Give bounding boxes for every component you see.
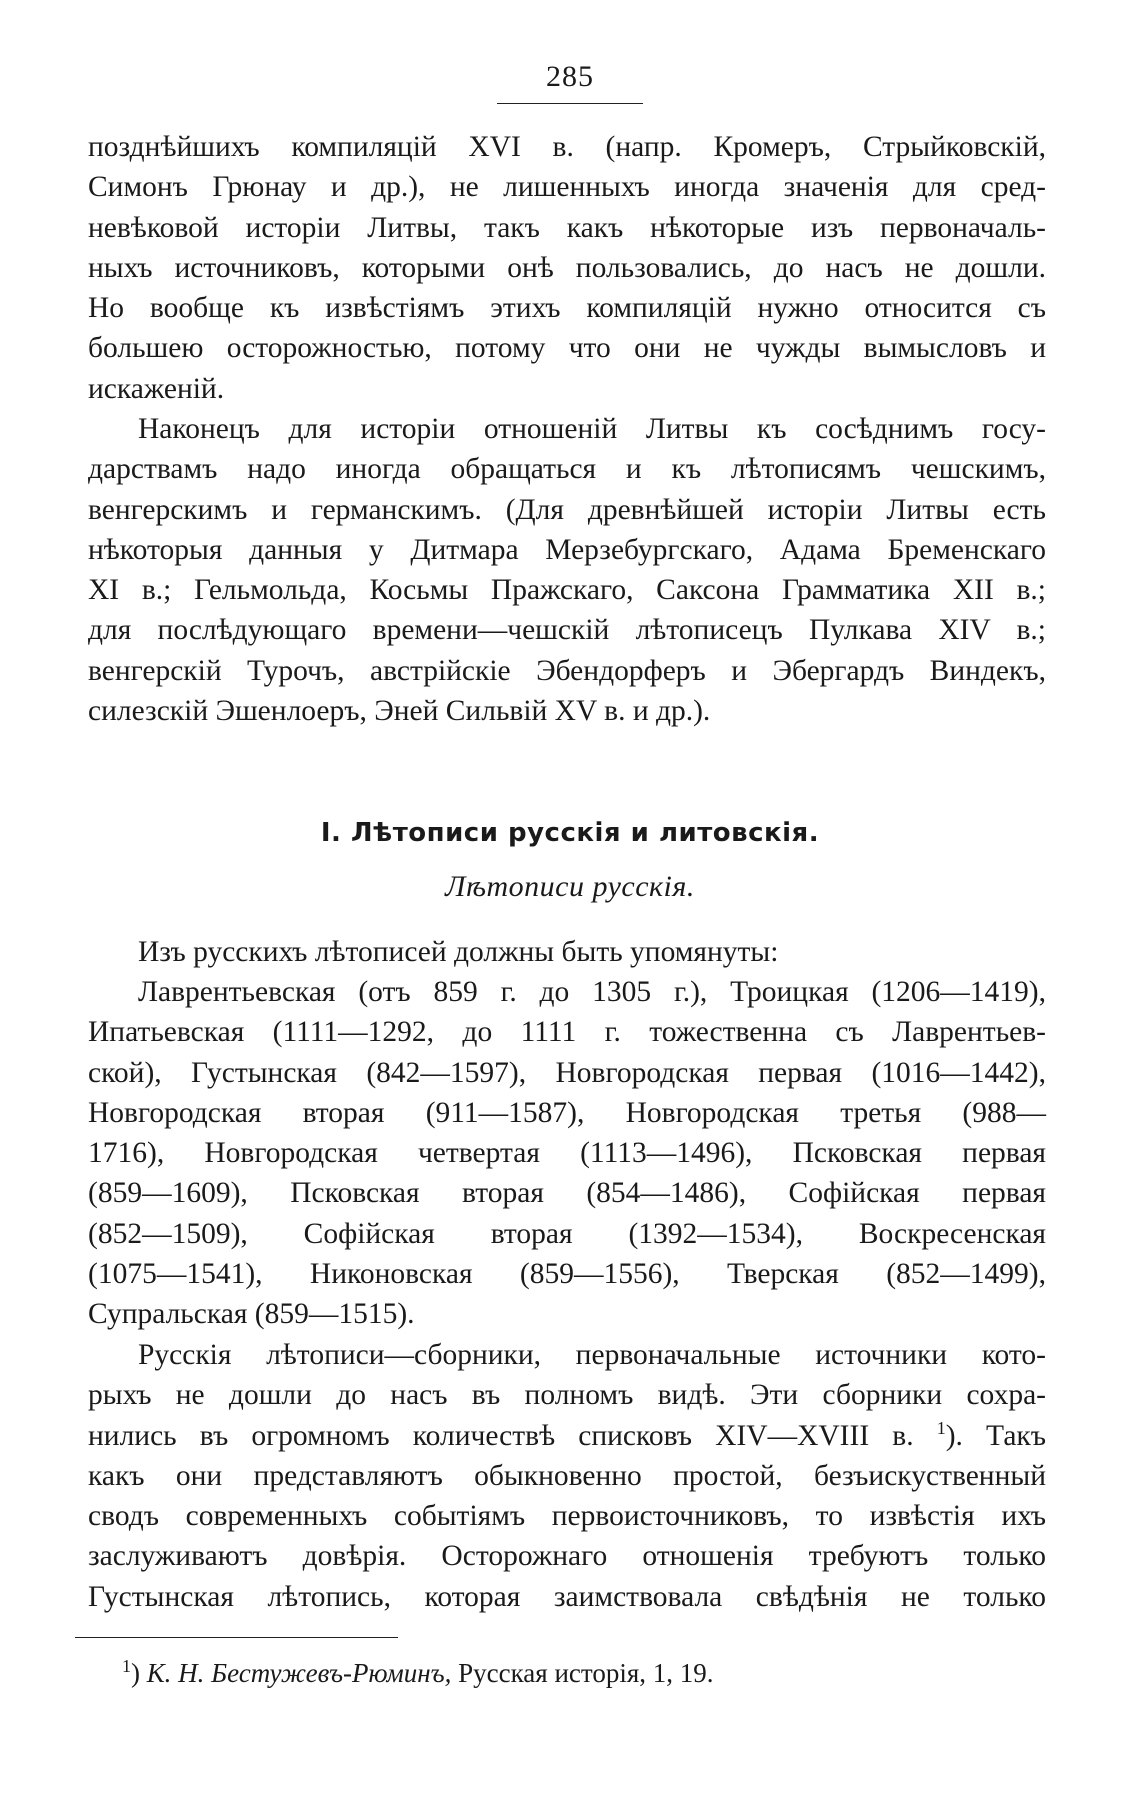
text-line: дарствамъ надо иногда обращаться и къ лѣтописямъ чешскимъ, xyxy=(88,453,1046,486)
text-line: Лаврентьевская (отъ 859 г. до 1305 г.), Троицкая (1206—1419), xyxy=(138,976,1046,1008)
text-line: Ипатьевская (1111—1292, до 1111 г. тожественна съ Лаврентьев- xyxy=(88,1016,1046,1049)
text-line: Новгородская вторая (911—1587), Новгородская третья (988— xyxy=(88,1096,1046,1129)
page-number-rule xyxy=(497,103,643,104)
text-line: нѣкоторыя данныя у Дитмара Мерзебургскаго, Адама Бременскаго xyxy=(88,533,1046,566)
paragraph-neighbouring-chronicles xyxy=(88,409,1046,731)
text-line: Изъ русскихъ лѣтописей должны быть упомянуты: xyxy=(138,936,779,968)
paragraph-continuation xyxy=(88,127,1046,409)
footnote xyxy=(122,1655,714,1691)
text-line: Густынская лѣтопись, которая заимствовала свѣдѣнія не только xyxy=(88,1580,1046,1613)
subsection-heading: Лѣтописи русскія. xyxy=(445,870,695,903)
text-line: рыхъ не дошли до насъ въ полномъ видѣ. Эти сборники сохра- xyxy=(88,1379,1046,1412)
text-line-with-footnote-ref xyxy=(88,1416,1046,1456)
text-line: (859—1609), Псковская вторая (854—1486), Софійская первая xyxy=(88,1177,1046,1210)
text-line: сводъ современныхъ событіямъ первоисточниковъ, то извѣстія ихъ xyxy=(88,1500,1046,1533)
text-line: какъ они представляютъ обыкновенно простой, безъискуственный xyxy=(88,1459,1046,1492)
footnote-mark: 1 xyxy=(122,1656,131,1676)
text-line: венгерскимъ и германскимъ. (Для древнѣйшей исторіи Литвы есть xyxy=(88,493,1046,526)
text-line: Русскія лѣтописи—сборники, первоначальные источники кото- xyxy=(138,1339,1046,1371)
text-line: (852—1509), Софійская вторая (1392—1534), Воскресенская xyxy=(88,1217,1046,1250)
footnote-text: Русская исторія, 1, 19. xyxy=(458,1658,714,1688)
text-line: искаженій. xyxy=(88,372,225,405)
paragraph-intro-list xyxy=(88,932,1046,972)
text-line: ныхъ источниковъ, которыми онѣ пользовались, до насъ не дошли. xyxy=(88,251,1046,284)
text-line: большею осторожностью, потому что они не чужды вымысловъ и xyxy=(88,332,1046,365)
text-line: ской), Густынская (842—1597), Новгородская первая (1016—1442), xyxy=(88,1056,1046,1089)
text-line: Супральская (859—1515). xyxy=(88,1298,415,1331)
text-line: Наконецъ для исторіи отношеній Литвы къ сосѣднимъ госу- xyxy=(138,413,1046,445)
text-fragment: нились въ огромномъ количествѣ списковъ XIV—XVIII в. xyxy=(88,1419,914,1452)
text-line: XI в.; Гельмольда, Косьмы Пражскаго, Саксона Грамматика XII в.; xyxy=(88,574,1046,607)
text-line: (1075—1541), Никоновская (859—1556), Тверская (852—1499), xyxy=(88,1258,1046,1291)
text-line: 1716), Новгородская четвертая (1113—1496), Псковская первая xyxy=(88,1137,1046,1170)
text-line: Симонъ Грюнау и др.), не лишенныхъ иногда значенія для сред- xyxy=(88,171,1046,204)
text-line: заслуживаютъ довѣрія. Осторожнаго отношенія требуютъ только xyxy=(88,1540,1046,1573)
text-fragment: ). Такъ xyxy=(945,1419,1047,1452)
text-line: силезскій Эшенлоеръ, Эней Сильвій XV в. и др.). xyxy=(88,695,711,728)
paragraph-chronicle-list xyxy=(88,972,1046,1335)
section-heading: I. Лѣтописи русскія и литовскія. xyxy=(320,818,820,848)
page-number: 285 xyxy=(546,60,594,93)
text-line: невѣковой исторіи Литвы, такъ какъ нѣкоторые изъ первоначаль- xyxy=(88,211,1046,244)
footnote-author: К. Н. Бестужевъ-Рюминъ, xyxy=(146,1658,452,1688)
text-line: венгерскій Турочъ, австрійскіе Эбендорферъ и Эбергардъ Виндекъ, xyxy=(88,654,1046,687)
footnote-rule xyxy=(75,1637,398,1638)
footnote-mark-close: ) xyxy=(131,1658,140,1688)
text-line: Но вообще къ извѣстіямъ этихъ компиляцій нужно относится съ xyxy=(88,292,1046,325)
paragraph-chronicle-compilations xyxy=(88,1335,1046,1617)
footnote-reference[interactable]: 1 xyxy=(936,1417,946,1438)
text-line: позднѣйшихъ компиляцій XVI в. (напр. Кромеръ, Стрыйковскій, xyxy=(88,131,1046,163)
text-line: для послѣдующаго времени—чешскій лѣтописецъ Пулкава XIV в.; xyxy=(88,614,1046,647)
